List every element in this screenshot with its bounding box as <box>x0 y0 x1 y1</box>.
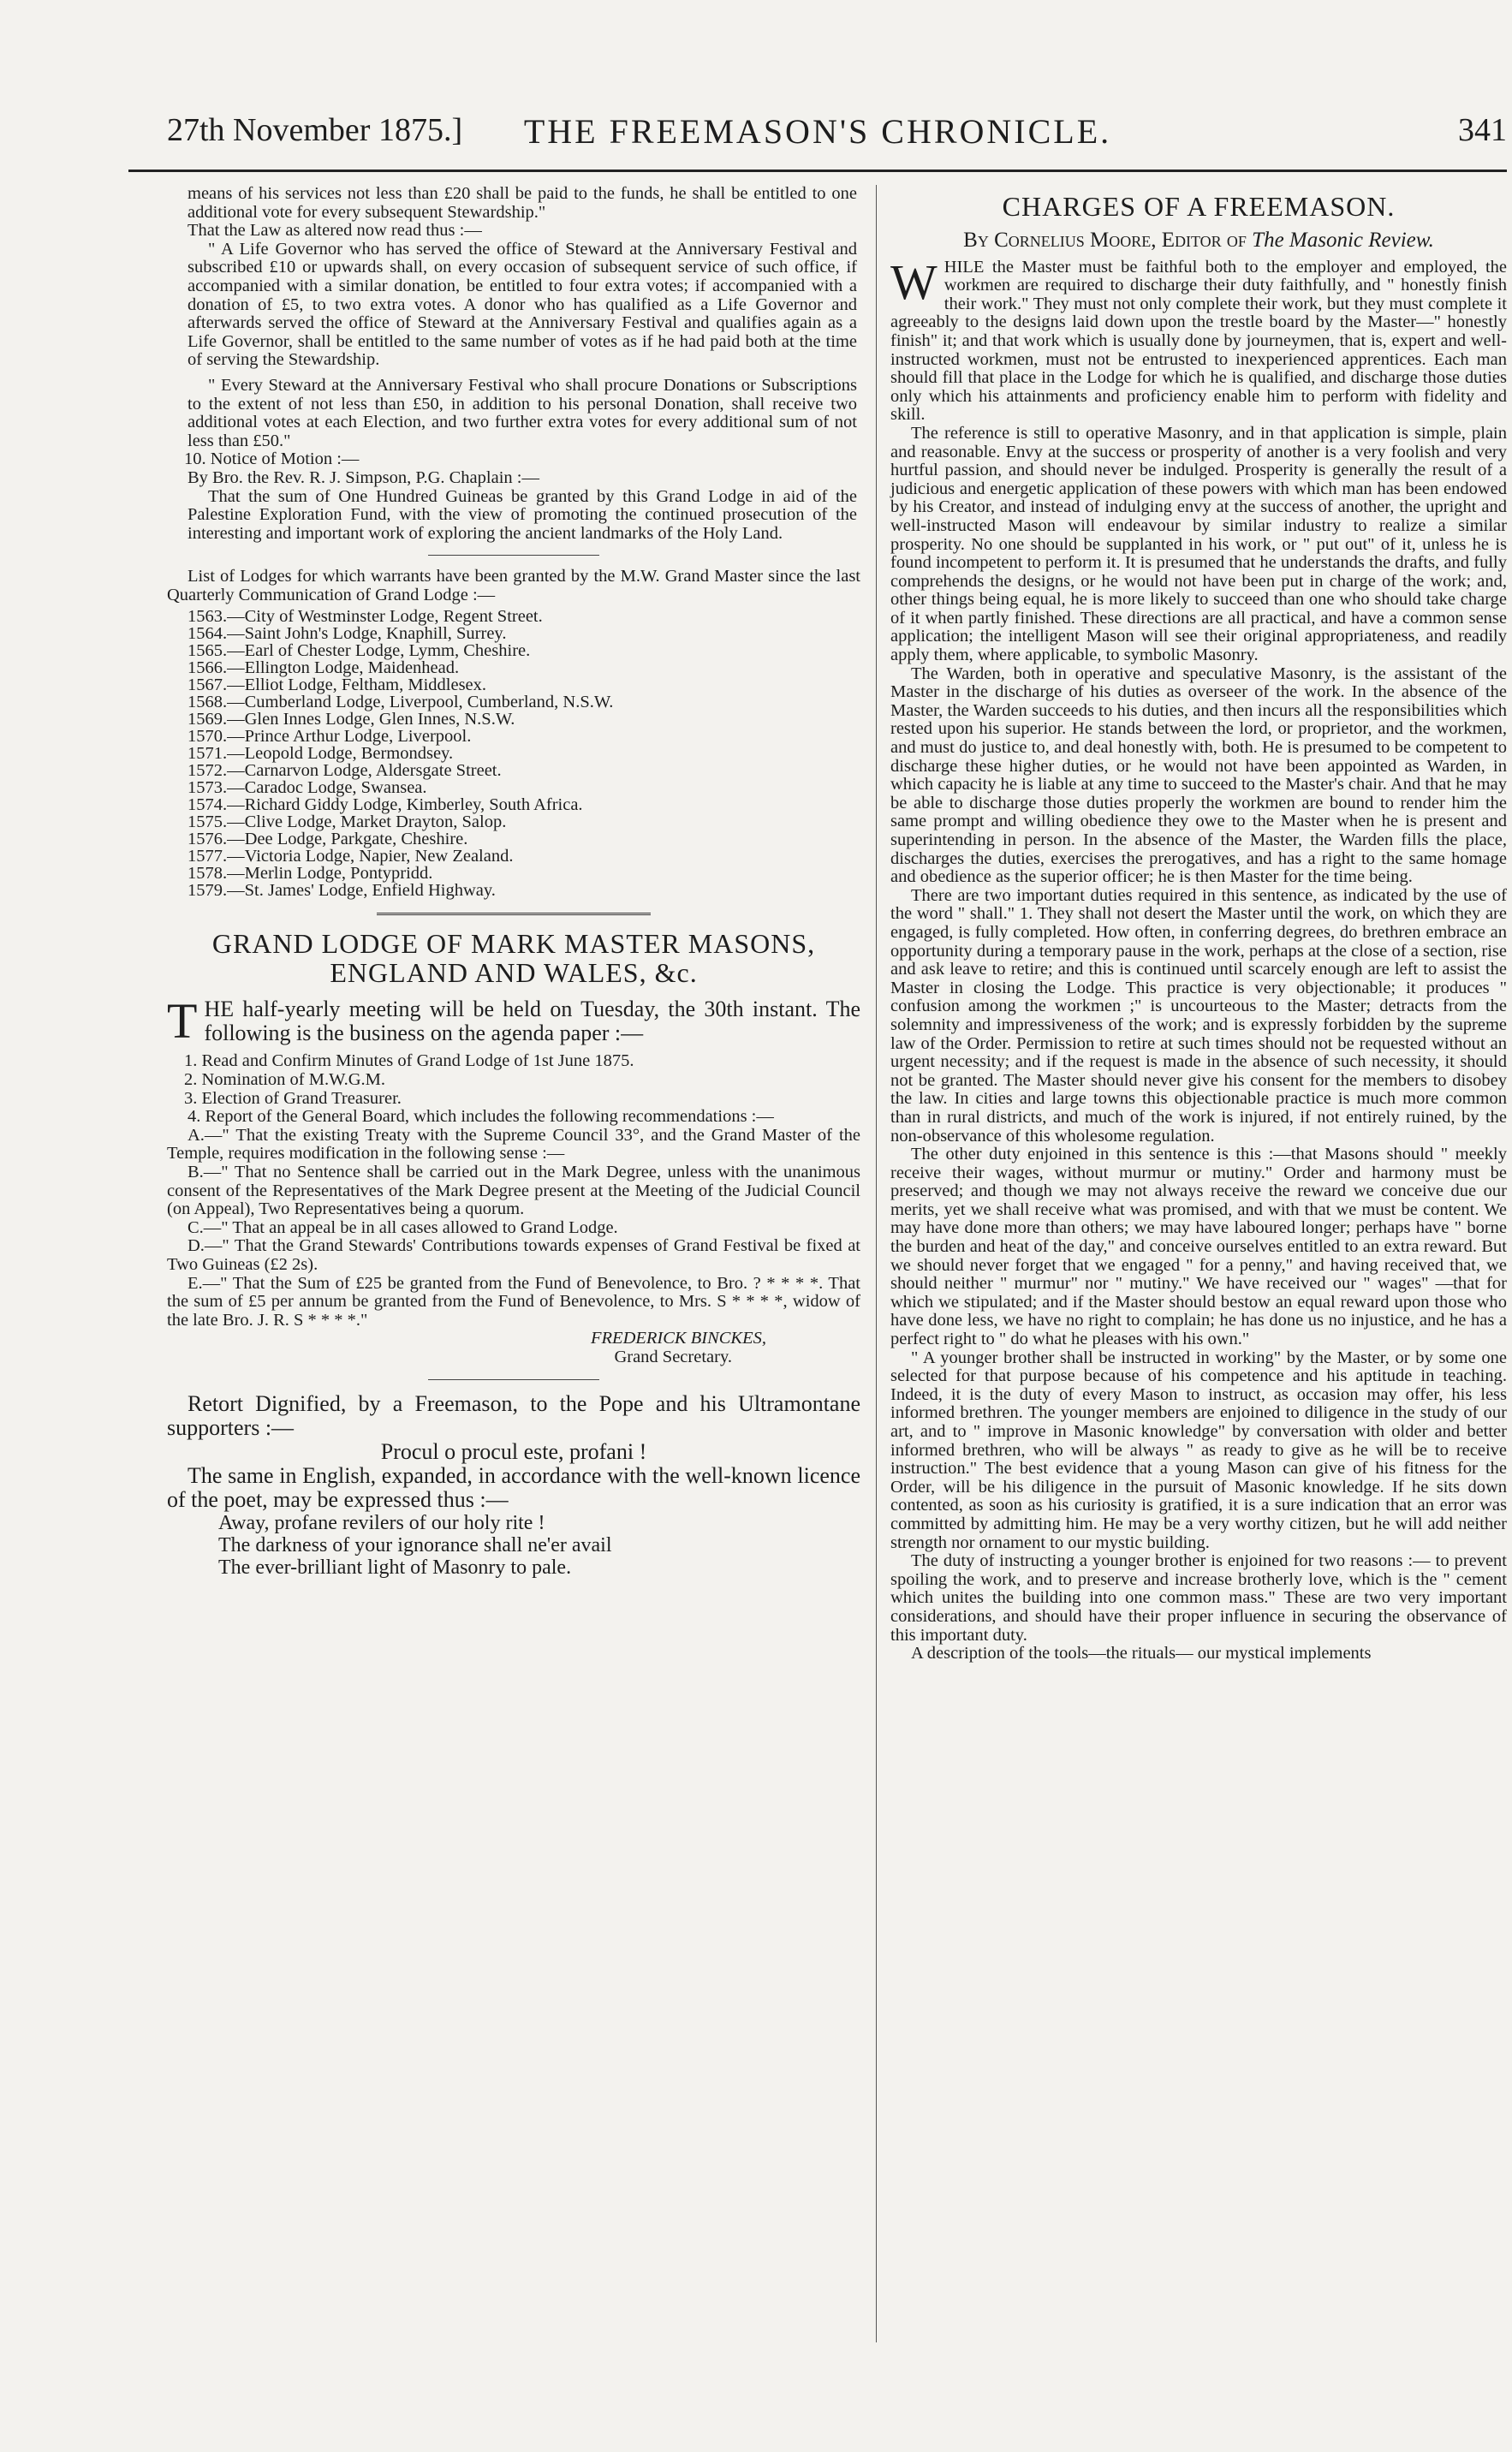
list-item: 1565.—Earl of Chester Lodge, Lymm, Cheshire. <box>188 641 531 661</box>
article-paragraph: HILE the Master must be faithful both to the employer and employed, the workmen are required to discharge their duty faithfully, and " honestly finish their work." They must not only complete their work, but they must complete it agreeably to the designs laid down upon the trestle board by the Master—" honestly finish" it; and that work which is usually done by journeymen, that is, expert and well-instructed workmen, must not be entrusted to inexperienced apprentices. Each man should fill that place in the Lodge for which he is qualified, and discharge those duties only which his attainments and proficiency enable him to perform with fidelity and skill. <box>890 257 1507 425</box>
list-item: 1570.—Prince Arthur Lodge, Liverpool. <box>188 727 472 747</box>
list-item: 1563.—City of Westminster Lodge, Regent Street. <box>188 607 543 627</box>
verse-line: The ever-brilliant light of Masonry to pale. <box>218 1556 572 1579</box>
mark-meeting-intro: HE half-yearly meeting will be held on Tuesday, the 30th instant. The following is the business on the agenda paper :— <box>204 997 860 1046</box>
recommendation-e: E.—" That the Sum of £25 be granted from the Fund of Benevolence, to Bro. ? * * * *. That the sum of £5 per annum be granted from the Fund of Benevolence, to Mrs. S * * * *, widow of the late Bro. J. R. S * * * *." <box>167 1273 860 1330</box>
list-item: 1564.—Saint John's Lodge, Knaphill, Surrey. <box>188 624 507 644</box>
right-column <box>890 185 1507 1663</box>
article-paragraph: There are two important duties required in this sentence, as indicated by the use of the word " shall." 1. They shall not desert the Master until the work, on which they are engaged, is fully completed. How often, in conferring degrees, do brethren embrace an opportunity during a temporary pause in the work, perhaps at the close of a section, rise and ask leave to retire; and this is continued until scarcely enough are left to assist the Master in closing the Lodge. This practice is very objectionable; it produces " confusion among the workmen ;" is uncourteous to the Master; detracts from the solemnity and impressiveness of the work; and is expressly forbidden by the supreme law of the Order. Permission to retire at such times should not be requested without an urgent necessity; and if the request is made in the absence of such necessity, it should not be granted. The Master should never give his consent for the members to disobey the law. In cities and large towns this objectionable practice is much more common than in rural districts, and much of the work is injured, if not entirely ruined, by the non-observance of this wholesome regulation. <box>890 885 1507 1146</box>
article-paragraph: " A younger brother shall be instructed in working" by the Master, or by some one selected for that purpose because of his competence and his aptitude in teaching. Indeed, it is the duty of every Mason to instruct, as occasion may offer, his less informed brethren. The younger members are enjoined to diligence in the study of our art, and to " improve in Masonic knowledge" by conversation with older and better informed brethren, who will be always " as ready to give as he will be to receive instruction." The best evidence that a young Mason can give of his fitness for the Order, will be his diligence in the pursuit of Masonic knowledge. If he sits down contented, as soon as his curiosity is gratified, it is a sure indication that an error was committed by admitting him. He may be a very worthy citizen, but he will add neither strength nor ornament to our mystic building. <box>890 1348 1507 1552</box>
list-item: 1579.—St. James' Lodge, Enfield Highway. <box>188 881 496 901</box>
list-item: 1572.—Carnarvon Lodge, Aldersgate Street. <box>188 761 502 781</box>
list-item: 1577.—Victoria Lodge, Napier, New Zealand. <box>188 847 514 866</box>
left-column <box>167 185 860 1579</box>
recommendation-b: B.—" That no Sentence shall be carried out in the Mark Degree, unless with the unanimous consent of the Representatives of the Mark Degree present at the Meeting of the Judicial Council (on Appeal), Two Representatives being a quorum. <box>167 1163 860 1219</box>
lodges-list-intro: List of Lodges for which warrants have been granted by the M.W. Grand Master since the last Quarterly Communication of Grand Lodge :— <box>167 567 860 604</box>
signature-name: FREDERICK BINCKES, <box>591 1329 766 1348</box>
page-header <box>128 103 1507 172</box>
list-item: 1575.—Clive Lodge, Market Drayton, Salop. <box>188 812 507 832</box>
article-paragraph: The Warden, both in operative and speculative Masonry, is the assistant of the Master in the discharge of his duties as overseer of the work. In the absence of the Master, the Warden succeeds to his duties, and then incurs all the responsibilities which rested upon his superior. He stands between the lord, or proprietor, and the workmen, and must do justice to, and deal honestly with, both. He is presumed to be competent to discharge these higher duties, or he would not have been appointed as Warden, in which capacity he is liable at any time to succeed to the Master's chair. And that he may be able to discharge those duties properly the workmen are bound to render him the same prompt and willing obedience they owe to the Master when he is present and superintending in person. In the absence of the Master, the Warden fills the place, discharges the duties, exercises the prerogatives, and has a right to the same homage and obedience as the superior officer; he is then Master for the time being. <box>890 664 1507 887</box>
article-byline <box>890 231 1507 250</box>
list-item: 1567.—Elliot Lodge, Feltham, Middlesex. <box>188 675 487 695</box>
stewardship-law-text: means of his services not less than £20 shall be paid to the funds, he shall be entitled to one additional vote for every subsequent Stewardship." <box>188 184 857 222</box>
steward-quote: " Every Steward at the Anniversary Festival who shall procure Donations or Subscriptions to the extent of not less than £50, in addition to his personal Donation, shall receive two additional votes at each Election, and two further extra votes for every additional sum of not less than £50." <box>188 375 857 450</box>
page-number: 341 <box>1458 112 1507 148</box>
signature-role: Grand Secretary. <box>614 1347 732 1366</box>
list-item: 1576.—Dee Lodge, Parkgate, Cheshire. <box>188 830 468 849</box>
list-item: 1569.—Glen Innes Lodge, Glen Innes, N.S.W. <box>188 710 515 729</box>
english-expansion-intro: The same in English, expanded, in accordance with the well-known licence of the poet, may be expressed thus :— <box>167 1462 860 1512</box>
recommendation-c: C.—" That an appeal be in all cases allowed to Grand Lodge. <box>188 1217 618 1237</box>
byline-author: By Cornelius Moore, Editor of <box>963 229 1247 252</box>
retort-intro: Retort Dignified, by a Freemason, to the Pope and his Ultramontane supporters :— <box>167 1390 860 1440</box>
verse-line: The darkness of your ignorance shall ne'er avail <box>218 1533 612 1556</box>
motion-text: That the sum of One Hundred Guineas be granted by this Grand Lodge in aid of the Palestine Exploration Fund, with the view of promoting the continued prosecution of the interesting and important work of exploring the ancient landmarks of the Holy Land. <box>188 486 857 543</box>
byline-journal: The Masonic Review. <box>1252 229 1434 252</box>
section-rule <box>428 555 599 556</box>
list-item: 1568.—Cumberland Lodge, Liverpool, Cumberland, N.S.W. <box>188 693 614 712</box>
list-item: 1574.—Richard Giddy Lodge, Kimberley, South Africa. <box>188 795 583 815</box>
motion-mover: By Bro. the Rev. R. J. Simpson, P.G. Chaplain :— <box>188 467 539 487</box>
double-rule <box>377 913 651 915</box>
list-item: 1578.—Merlin Lodge, Pontypridd. <box>188 864 433 884</box>
article-paragraph: The duty of instructing a younger brother is enjoined for two reasons :— to prevent spoiling the work, and to preserve and increase brotherly love, which is the " cement which unites the building into one common mass." These are two very important considerations, and should have their proper influence in securing the observance of this important duty. <box>890 1551 1507 1645</box>
section-rule <box>428 1379 599 1380</box>
agenda-item: 3. Election of Grand Treasurer. <box>184 1088 402 1108</box>
newspaper-page <box>128 103 1507 2380</box>
agenda-item: 1. Read and Confirm Minutes of Grand Lodge of 1st June 1875. <box>184 1051 634 1071</box>
article-title: CHARGES OF A FREEMASON. <box>1002 191 1396 222</box>
article-paragraph: The reference is still to operative Masonry, and in that application is simple, plain and reasonable. Envy at the success or prosperity of another is a very foolish and very hurtful passion, and should never be indulged. Prosperity is generally the result of a judicious and energetic application of these powers with which man has been endowed by his Creator, and instead of indulging envy at the success of another, the upright and well-instructed Mason will endeavour by similar industry to realize a similar prosperity. No one should be supplanted in his work, or " put out" of it, unless he is found incompetent to perform it. It is presumed that he understands the drafts, and fully comprehends the designs, or he would not have been put in charge of the work; and, other things being equal, he is more likely to succeed than one who should take charge of it when partly finished. These directions are all practical, and have a common sense application; the intelligent Mason will see their original appropriateness, and readily apply them, where applicable, to symbolic Masonry. <box>890 423 1507 665</box>
life-governor-quote: " A Life Governor who has served the office of Steward at the Anniversary Festival and subscribed £10 or upwards shall, on every occasion of subsequent service of such office, if accompanied with a similar donation, be entitled to four extra votes; if accompanied with a donation of £5, to two extra votes. A donor who has qualified as a Life Governor and afterwards served the office of Steward at the Anniversary Festival and qualifies again as a Life Governor, shall be entitled to the same number of votes as if he had paid both at the time of serving the Stewardship. <box>188 239 857 370</box>
article-paragraph: A description of the tools—the rituals— our mystical implements <box>911 1644 1372 1663</box>
article-paragraph: The other duty enjoined in this sentence is this :—that Masons should " meekly receive their wages, without murmur or mutiny." Order and harmony must be preserved; and though we may not always receive the reward we conceive due our merits, yet we shall receive what was promised, and with that we must be content. We may have done more than others; we may have laboured longer; perhaps have " borne the burden and heat of the day," and conceive ourselves entitled to an extra reward. But we should never forget that we engaged " for a penny," and having received that, we should neither " murmur" nor " mutiny." We have received our " wages" —that for which we stipulated; and if the Master should bestow an equal reward upon those who have done less, we have no right to complain; he has done us no injustice, and he has a perfect right to " do what he pleases with his own." <box>890 1145 1507 1349</box>
agenda-item: 2. Nomination of M.W.G.M. <box>184 1070 385 1090</box>
mark-masons-title: GRAND LODGE OF MARK MASTER MASONS, ENGLAND AND WALES, &c. <box>211 928 816 989</box>
publication-title: THE FREEMASON'S CHRONICLE. <box>523 112 1112 151</box>
lodges-list <box>167 608 860 899</box>
recommendation-d: D.—" That the Grand Stewards' Contributions towards expenses of Grand Festival be fixed at Two Guineas (£2 2s). <box>167 1236 860 1274</box>
recommendation-a: A.—" That the existing Treaty with the Supreme Council 33°, and the Grand Master of the Temple, requires modification in the following sense :— <box>167 1125 860 1164</box>
law-altered-intro: That the Law as altered now read thus :— <box>188 221 482 241</box>
list-item: 1571.—Leopold Lodge, Bermondsey. <box>188 744 454 764</box>
list-item: 1573.—Caradoc Lodge, Swansea. <box>188 778 427 798</box>
notice-of-motion: 10. Notice of Motion :— <box>184 449 360 469</box>
drop-cap: W <box>890 253 938 310</box>
issue-date: 27th November 1875.] <box>167 112 463 148</box>
agenda-item: 4. Report of the General Board, which includes the following recommendations :— <box>188 1107 774 1127</box>
verse-line: Away, profane revilers of our holy rite ! <box>218 1511 545 1534</box>
drop-cap: T <box>167 993 198 1050</box>
column-divider <box>876 185 877 2342</box>
latin-motto: Procul o procul este, profani ! <box>380 1438 647 1464</box>
list-item: 1566.—Ellington Lodge, Maidenhead. <box>188 658 460 678</box>
